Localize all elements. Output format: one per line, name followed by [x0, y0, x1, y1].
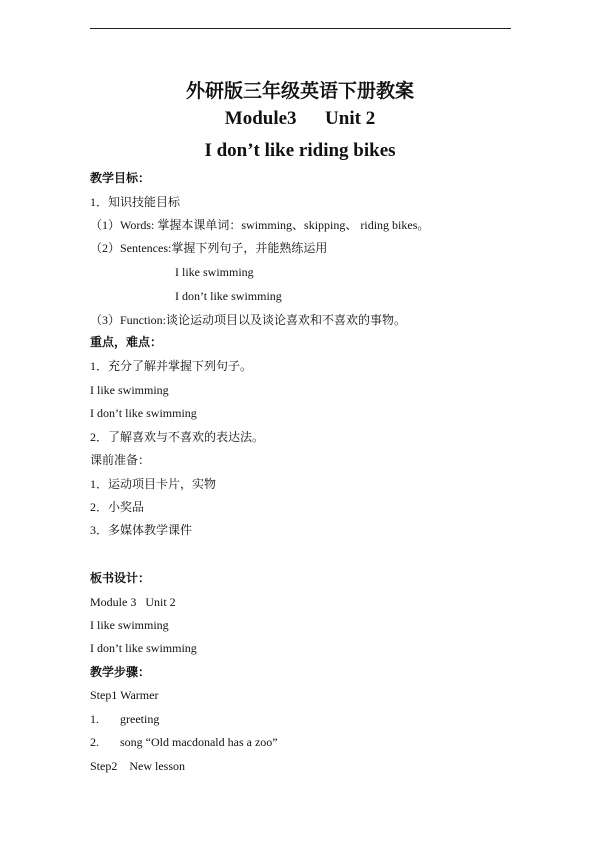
preparation-heading: 课前准备： — [90, 453, 151, 467]
goal-words: （1）Words: 掌握本课单词：swimming、skipping、 riding bikes。 — [90, 218, 430, 232]
preparation-item-1: 1．运动项目卡片，实物 — [90, 477, 217, 491]
step1-warmer: Step1 Warmer — [90, 688, 159, 702]
goals-heading: 教学目标： — [90, 171, 151, 185]
goal-sentences: （2）Sentences:掌握下列句子，并能熟练运用 — [90, 241, 328, 255]
preparation-item-2: 2．小奖品 — [90, 500, 145, 514]
board-sentence-like: I like swimming — [90, 618, 169, 632]
header-rule — [90, 28, 511, 29]
sentence-dont-like: I don’t like swimming — [175, 289, 282, 303]
key-points-heading: 重点，难点： — [90, 335, 163, 349]
key-point-1: 1．充分了解并掌握下列句子。 — [90, 359, 253, 373]
key-sentence-dont-like: I don’t like swimming — [90, 406, 197, 420]
step1-item-2-text: song “Old macdonald has a zoo” — [120, 735, 278, 749]
preparation-item-3: 3．多媒体教学课件 — [90, 523, 193, 537]
key-sentence-like: I like swimming — [90, 383, 169, 397]
sentence-like: I like swimming — [175, 265, 254, 279]
step1-item-1-number: 1. — [90, 712, 99, 726]
document-title: 外研版三年级英语下册教案 — [185, 80, 414, 102]
board-design-heading: 板书设计： — [90, 571, 151, 585]
step1-item-1 — [90, 711, 159, 727]
module-unit-title: Module3 Unit 2 — [224, 108, 376, 129]
board-sentence-dont-like: I don’t like swimming — [90, 641, 197, 655]
board-module-unit: Module 3 Unit 2 — [90, 595, 176, 609]
step1-item-2-number: 2. — [90, 735, 99, 749]
step1-item-1-text: greeting — [120, 712, 160, 726]
step2-new-lesson: Step2 New lesson — [90, 759, 185, 773]
lesson-title: I don’t like riding bikes — [204, 140, 396, 161]
key-point-2: 2．了解喜欢与不喜欢的表达法。 — [90, 430, 265, 444]
step1-item-2 — [90, 734, 278, 750]
goal-function: （3）Function:谈论运动项目以及谈论喜欢和不喜欢的事物。 — [90, 313, 407, 327]
teaching-steps-heading: 教学步骤： — [90, 665, 151, 679]
goal-knowledge: 1．知识技能目标 — [90, 195, 181, 209]
